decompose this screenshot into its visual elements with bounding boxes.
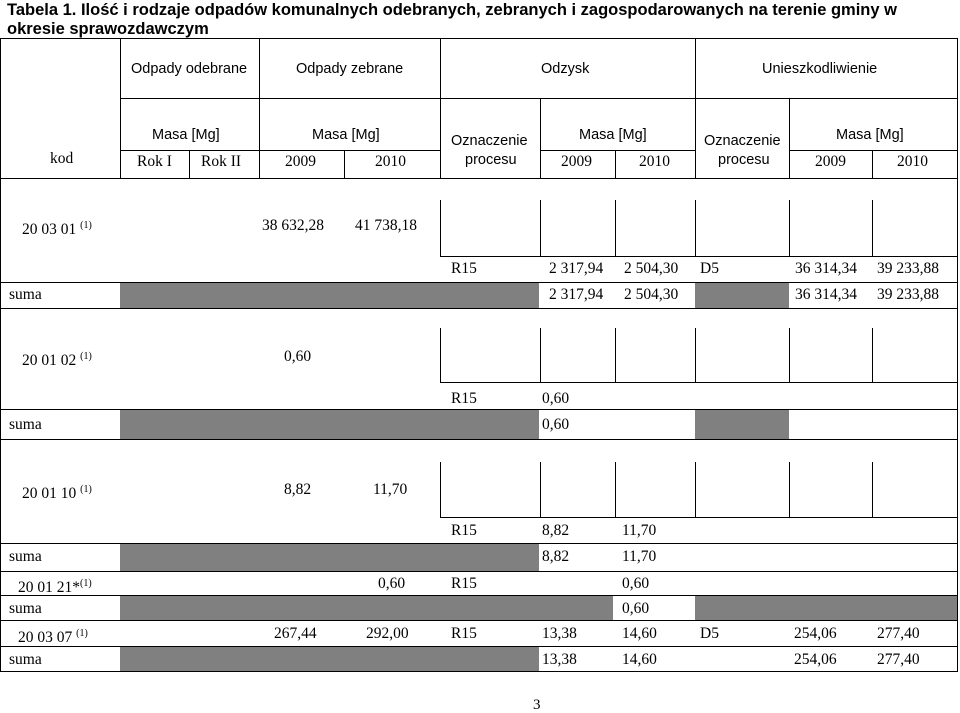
cell-odzysk-kod: R15	[451, 575, 477, 592]
cell-odzysk-kod: R15	[451, 625, 477, 642]
suma-unieszk-2009: 36 314,34	[795, 286, 857, 303]
cell-odzysk-kod: R15	[451, 390, 477, 407]
header-procesu-unieszk: procesu	[718, 152, 770, 168]
cell-unieszk-2010: 277,40	[877, 625, 920, 642]
header-rok-2: Rok II	[201, 153, 242, 170]
cell-odzysk-2009: 2 317,94	[549, 260, 604, 277]
row-kod-200307: 20 03 07 $^{(1)}$	[18, 628, 88, 647]
cell-odzysk-2010: 2 504,30	[624, 260, 679, 277]
gray-shading	[120, 282, 957, 671]
header-odpady-odebrane: Odpady odebrane	[131, 61, 248, 77]
header-masa-zebrane: Masa [Mg]	[312, 127, 380, 143]
page-number: 3	[533, 697, 541, 713]
cell-odzysk-2010: 0,60	[622, 575, 650, 592]
header-zebrane-2010: 2010	[375, 153, 406, 170]
suma-odzysk-2010: 14,60	[622, 651, 657, 668]
cell-odzysk-kod: R15	[451, 522, 477, 539]
header-zebrane-2009: 2009	[285, 153, 316, 170]
header-unieszk-2009: 2009	[815, 153, 846, 170]
suma-odzysk-2009: 2 317,94	[549, 286, 604, 303]
cell-odzysk-2009: 13,38	[542, 625, 577, 642]
suma-odzysk-2010: 2 504,30	[624, 286, 679, 303]
suma-unieszk-2009: 254,06	[794, 651, 837, 668]
header-masa-odzysk: Masa [Mg]	[579, 127, 647, 143]
cell-odzysk-2009: 0,60	[542, 390, 570, 407]
suma-unieszk-2010: 277,40	[877, 651, 920, 668]
cell-zebrane-2009: 0,60	[284, 348, 312, 365]
suma-label: suma	[9, 548, 42, 565]
header-oznaczenie-odzysk: Oznaczenie	[451, 133, 528, 149]
cell-zebrane-2009: 267,44	[274, 625, 317, 642]
suma-label: suma	[9, 651, 42, 668]
header-masa-odebrane: Masa [Mg]	[152, 127, 220, 143]
header-unieszkodliwienie: Unieszkodliwienie	[762, 61, 878, 77]
row-kod-200301: 20 03 01 $^{(1)}$	[22, 220, 92, 239]
cell-odzysk-2010: 14,60	[622, 625, 657, 642]
header-odzysk-2010: 2010	[639, 153, 670, 170]
suma-odzysk-2009: 13,38	[542, 651, 577, 668]
suma-label: suma	[9, 286, 42, 303]
cell-unieszk-kod: D5	[700, 260, 719, 277]
header-odzysk: Odzysk	[541, 61, 590, 77]
cell-zebrane-2010: 292,00	[366, 625, 409, 642]
header-rok-1: Rok I	[137, 153, 172, 170]
suma-odzysk-2009: 8,82	[542, 548, 570, 565]
suma-label: suma	[9, 416, 42, 433]
cell-odzysk-2010: 11,70	[622, 522, 657, 539]
header-procesu-odzysk: procesu	[465, 152, 517, 168]
suma-odzysk-2010: 11,70	[622, 548, 657, 565]
cell-unieszk-2010: 39 233,88	[877, 260, 939, 277]
row-kod-200121: 20 01 21*$^{(1)}$	[18, 578, 92, 597]
header-oznaczenie-unieszk: Oznaczenie	[704, 133, 781, 149]
cell-odzysk-2009: 8,82	[542, 522, 570, 539]
cell-unieszk-2009: 36 314,34	[795, 260, 857, 277]
cell-zebrane-2009: 8,82	[284, 481, 312, 498]
header-kod: kod	[50, 150, 74, 167]
cell-zebrane-2010: 41 738,18	[355, 217, 417, 234]
suma-unieszk-2010: 39 233,88	[877, 286, 939, 303]
header-masa-unieszkodliwienie: Masa [Mg]	[836, 127, 904, 143]
header-odzysk-2009: 2009	[561, 153, 592, 170]
cell-unieszk-kod: D5	[700, 625, 719, 642]
cell-unieszk-2009: 254,06	[794, 625, 837, 642]
row-kod-200110: 20 01 10 $^{(1)}$	[22, 484, 92, 503]
header-unieszk-2010: 2010	[897, 153, 928, 170]
cell-zebrane-2010: 11,70	[373, 481, 408, 498]
table-title: Tabela 1. Ilość i rodzaje odpadów komunalnych odebranych, zebranych i zagospodarowanych na terenie gminy w okresie sprawozdawczym	[7, 1, 897, 38]
cell-zebrane-2010: 0,60	[378, 575, 406, 592]
suma-odzysk-2010: 0,60	[622, 600, 650, 617]
header-odpady-zebrane: Odpady zebrane	[296, 61, 404, 77]
suma-label: suma	[9, 600, 42, 617]
cell-odzysk-kod: R15	[451, 260, 477, 277]
cell-zebrane-2009: 38 632,28	[262, 217, 324, 234]
row-kod-200102: 20 01 02 $^{(1)}$	[22, 351, 92, 370]
suma-odzysk-2009: 0,60	[542, 416, 570, 433]
